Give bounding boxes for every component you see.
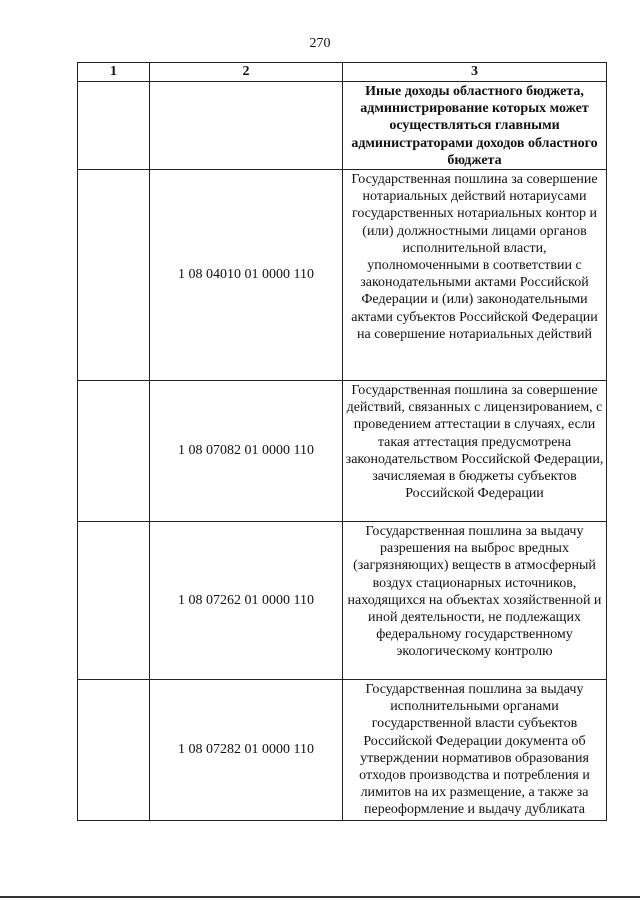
revenue-name: Государственная пошлина за выдачу исполнительными органами государственной власти субъектов Российской Федерации документа об утверждении нормативов образования отходов производства и потребления и лимитов на их размещение, а также за переоформление и выдачу дубликата [343,680,607,821]
column-header-3: 3 [343,63,607,82]
section-empty-cell-2 [150,82,343,170]
table-row [78,522,607,680]
revenue-name: Государственная пошлина за выдачу разрешения на выброс вредных (загрязняющих) веществ в атмосферный воздух стационарных источников, находящихся на объектах хозяйственной и иной деятельности, не подлежащих федеральному государственному экологическому контролю [343,522,607,680]
row-number-cell [78,170,150,381]
table-row [78,381,607,522]
budget-code: 1 08 07282 01 0000 110 [150,680,343,821]
budget-code: 1 08 07082 01 0000 110 [150,381,343,522]
column-header-2: 2 [150,63,343,82]
table-row [78,680,607,821]
section-empty-cell-1 [78,82,150,170]
revenue-name: Государственная пошлина за совершение нотариальных действий нотариусами государственных нотариальных контор и (или) должностными лицами органов исполнительной власти, уполномоченными в соответствии с законодательными актами Российской Федерации и (или) законодательными актами субъектов Российской Федерации на совершение нотариальных действий [343,170,607,381]
table-header-row [78,63,607,82]
page-number: 270 [309,36,331,51]
scan-bottom-edge [0,896,640,898]
row-number-cell [78,522,150,680]
budget-code: 1 08 07262 01 0000 110 [150,522,343,680]
budget-code: 1 08 04010 01 0000 110 [150,170,343,381]
section-title-row [78,82,607,170]
revenue-codes-table [77,62,607,821]
column-header-1: 1 [78,63,150,82]
section-title: Иные доходы областного бюджета, администрирование которых может осуществляться главными администраторами доходов областного бюджета [343,82,607,170]
row-number-cell [78,680,150,821]
row-number-cell [78,381,150,522]
table-row [78,170,607,381]
revenue-name: Государственная пошлина за совершение действий, связанных с лицензированием, с проведением аттестации в случаях, если такая аттестация предусмотрена законодательством Российской Федерации, зачисляемая в бюджеты субъектов Российской Федерации [343,381,607,522]
